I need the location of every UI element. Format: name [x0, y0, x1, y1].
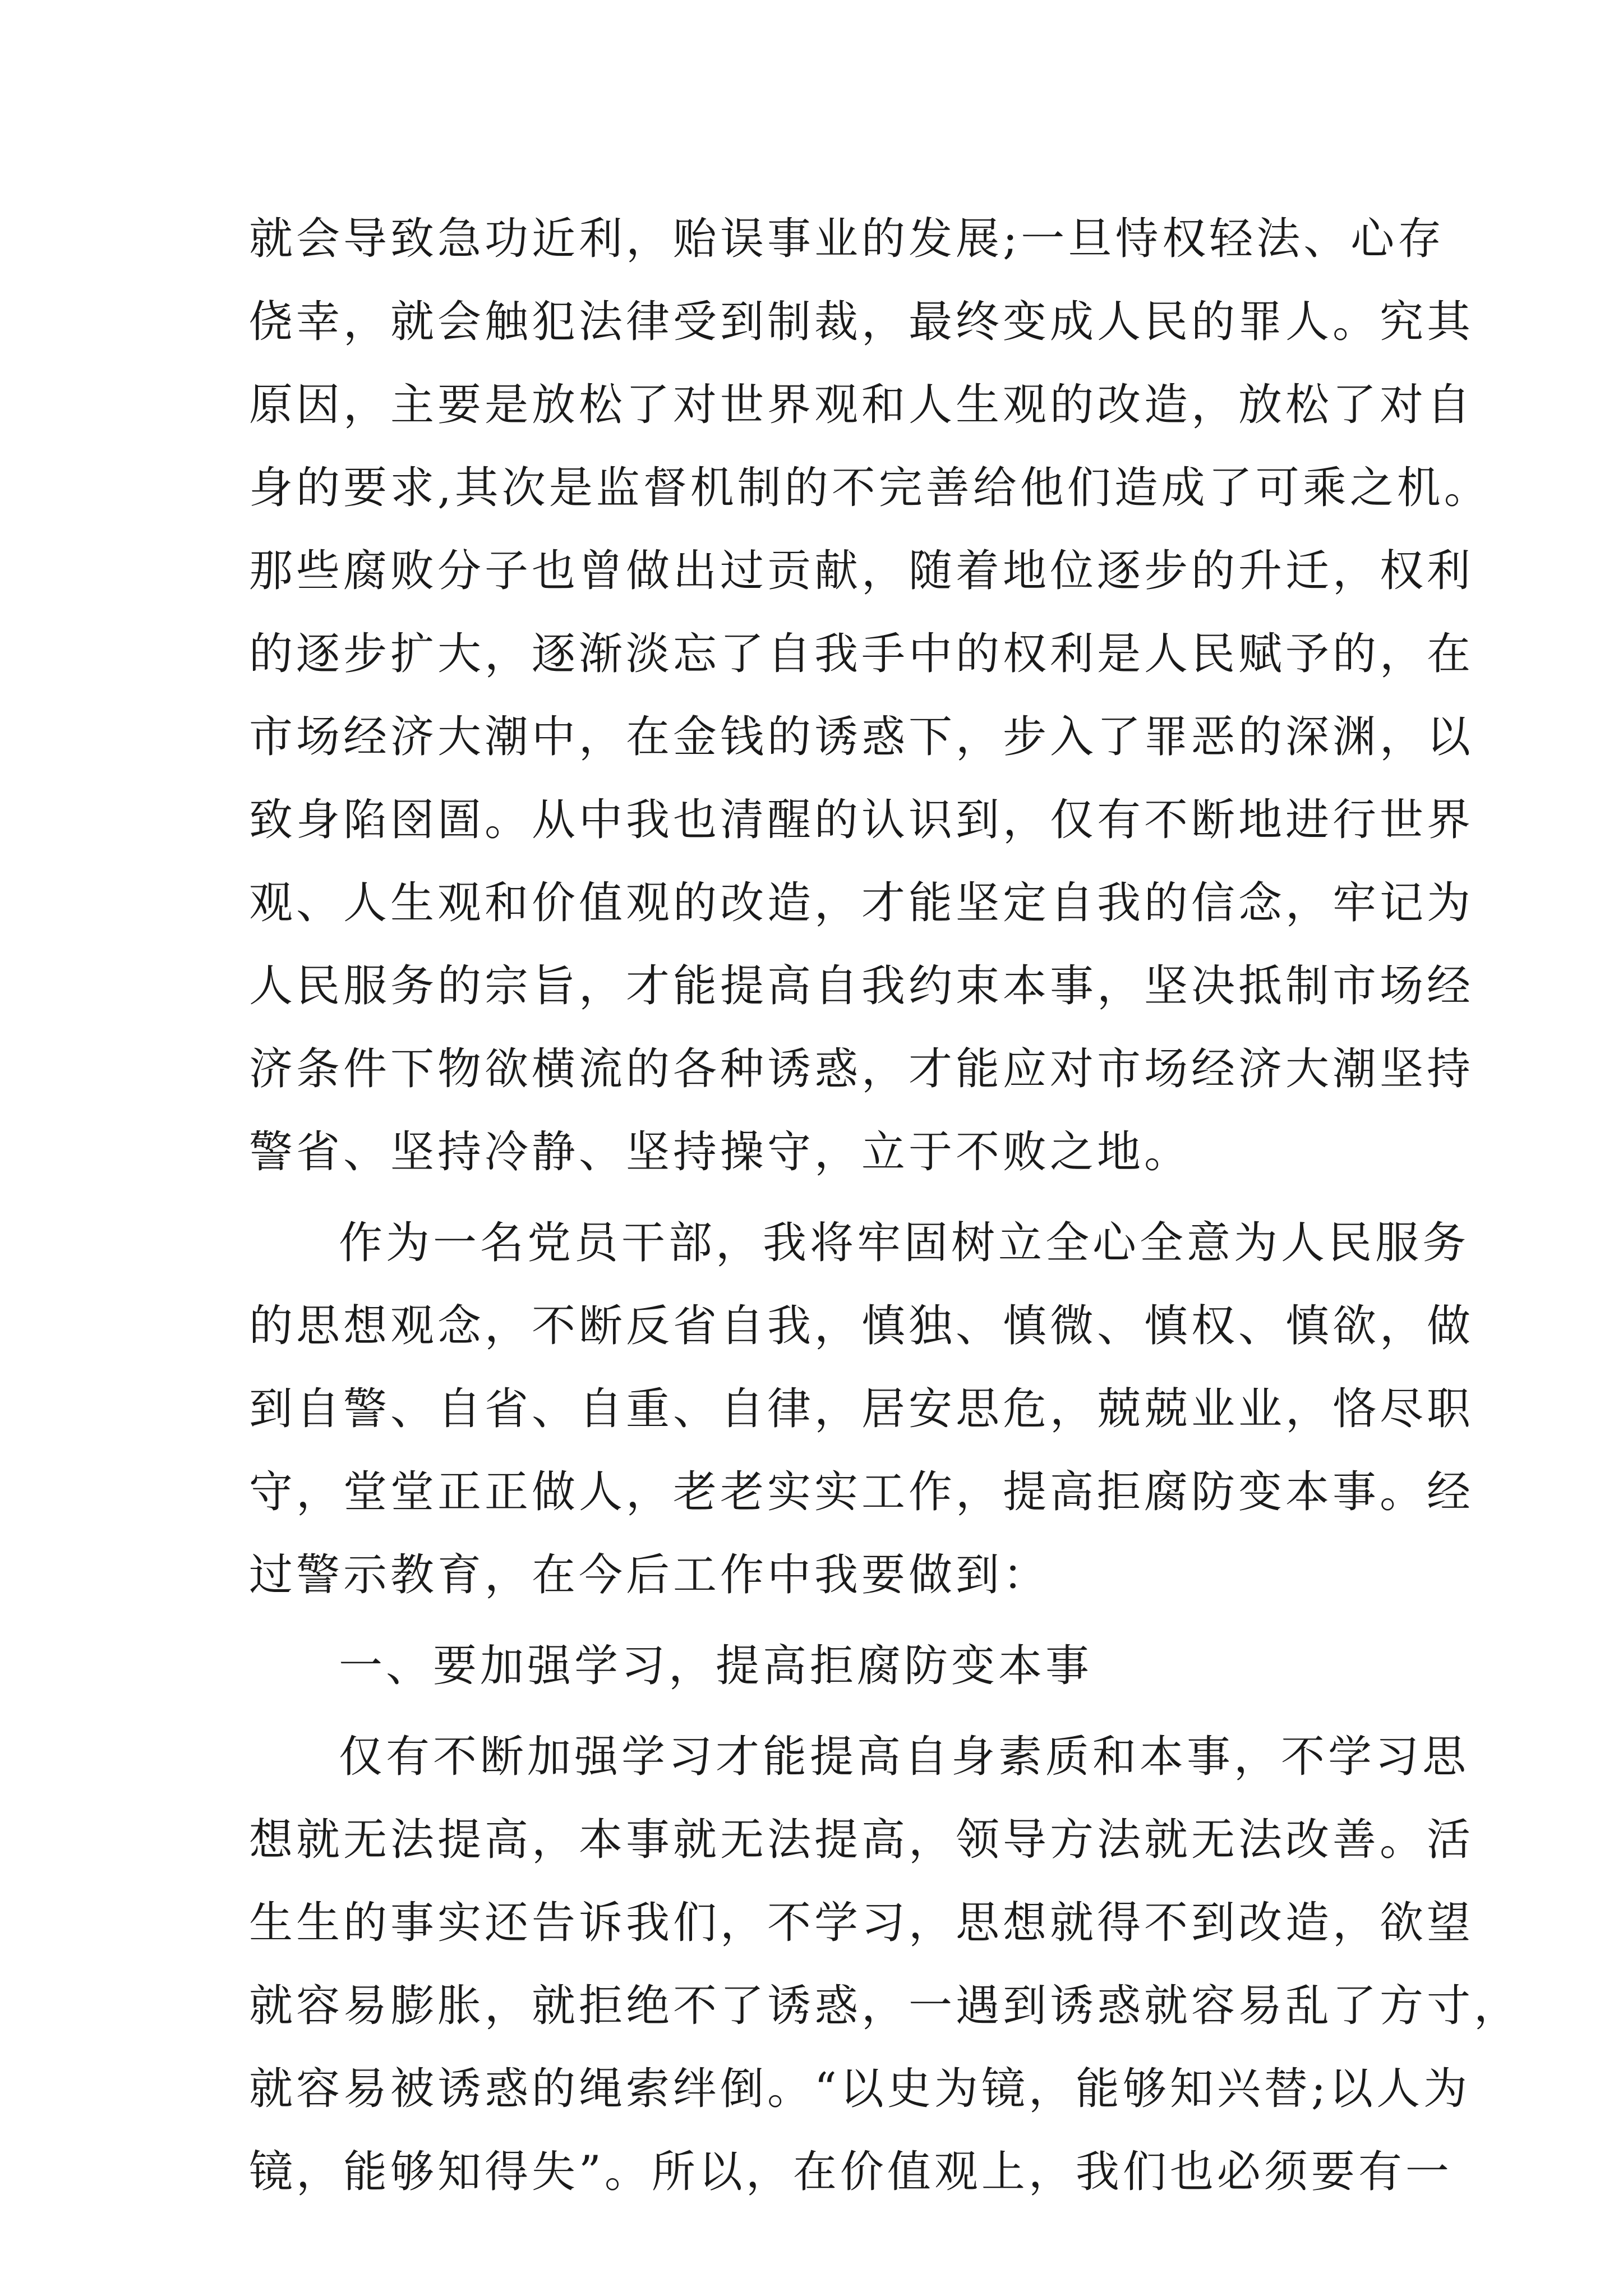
text-line: 就容易被诱惑的绳索绊倒。“以史为镜，能够知兴替;以人为: [249, 2064, 1471, 2114]
text-line: 就容易膨胀，就拒绝不了诱惑，一遇到诱惑就容易乱了方寸，: [249, 1981, 1521, 2031]
text-line: 守，堂堂正正做人，老老实实工作，提高拒腐防变本事。经: [249, 1467, 1474, 1517]
text-line: 人民服务的宗旨，才能提高自我约束本事，坚决抵制市场经: [249, 961, 1474, 1011]
body-text: [249, 197, 1521, 2214]
text-line: 警省、坚持冷静、坚持操守，立于不败之地。: [249, 1127, 1192, 1177]
text-line: 的逐步扩大，逐渐淡忘了自我手中的权利是人民赋予的，在: [249, 629, 1474, 679]
text-line: 身的要求,其次是监督机制的不完善给他们造成了可乘之机。: [249, 463, 1491, 513]
paragraph-gap: [249, 1194, 1387, 1202]
text-line: 那些腐败分子也曾做出过贡献，随着地位逐步的升迁，权利: [249, 546, 1474, 596]
text-line: 的思想观念，不断反省自我，慎独、慎微、慎权、慎欲，做: [249, 1301, 1474, 1351]
text-line: 过警示教育，在今后工作中我要做到：: [249, 1550, 1050, 1600]
text-line: 想就无法提高，本事就无法提高，领导方法就无法改善。活: [249, 1815, 1474, 1865]
text-line: 济条件下物欲横流的各种诱惑，才能应对市场经济大潮坚持: [249, 1044, 1474, 1094]
text-line: 就会导致急功近利，贻误事业的发展;一旦恃权轻法、心存: [249, 214, 1445, 264]
text-line: 生生的事实还告诉我们，不学习，思想就得不到改造，欲望: [249, 1898, 1474, 1948]
text-line: 到自警、自省、自重、自律，居安思危，兢兢业业，恪尽职: [249, 1384, 1474, 1434]
paragraph-gap: [249, 1708, 1387, 1715]
text-line: 致身陷囹圄。从中我也清醒的认识到，仅有不断地进行世界: [249, 795, 1474, 845]
section-heading: 一、要加强学习，提高拒腐防变本事: [339, 1641, 1093, 1691]
text-line: 镜，能够知得失”。所以，在价值观上，我们也必须要有一: [249, 2147, 1453, 2197]
text-line: 市场经济大潮中，在金钱的诱惑下，步入了罪恶的深渊，以: [249, 712, 1474, 762]
text-line: 观、人生观和价值观的改造，才能坚定自我的信念，牢记为: [249, 878, 1474, 928]
paragraph-gap: [249, 1617, 1387, 1625]
text-line: 原因，主要是放松了对世界观和人生观的改造，放松了对自: [249, 380, 1474, 430]
text-line: 侥幸，就会触犯法律受到制裁，最终变成人民的罪人。究其: [249, 297, 1474, 347]
paragraph-first-line: 仅有不断加强学习才能提高自身素质和本事，不学习思: [339, 1732, 1470, 1782]
paragraph-first-line: 作为一名党员干部，我将牢固树立全心全意为人民服务: [339, 1218, 1470, 1268]
